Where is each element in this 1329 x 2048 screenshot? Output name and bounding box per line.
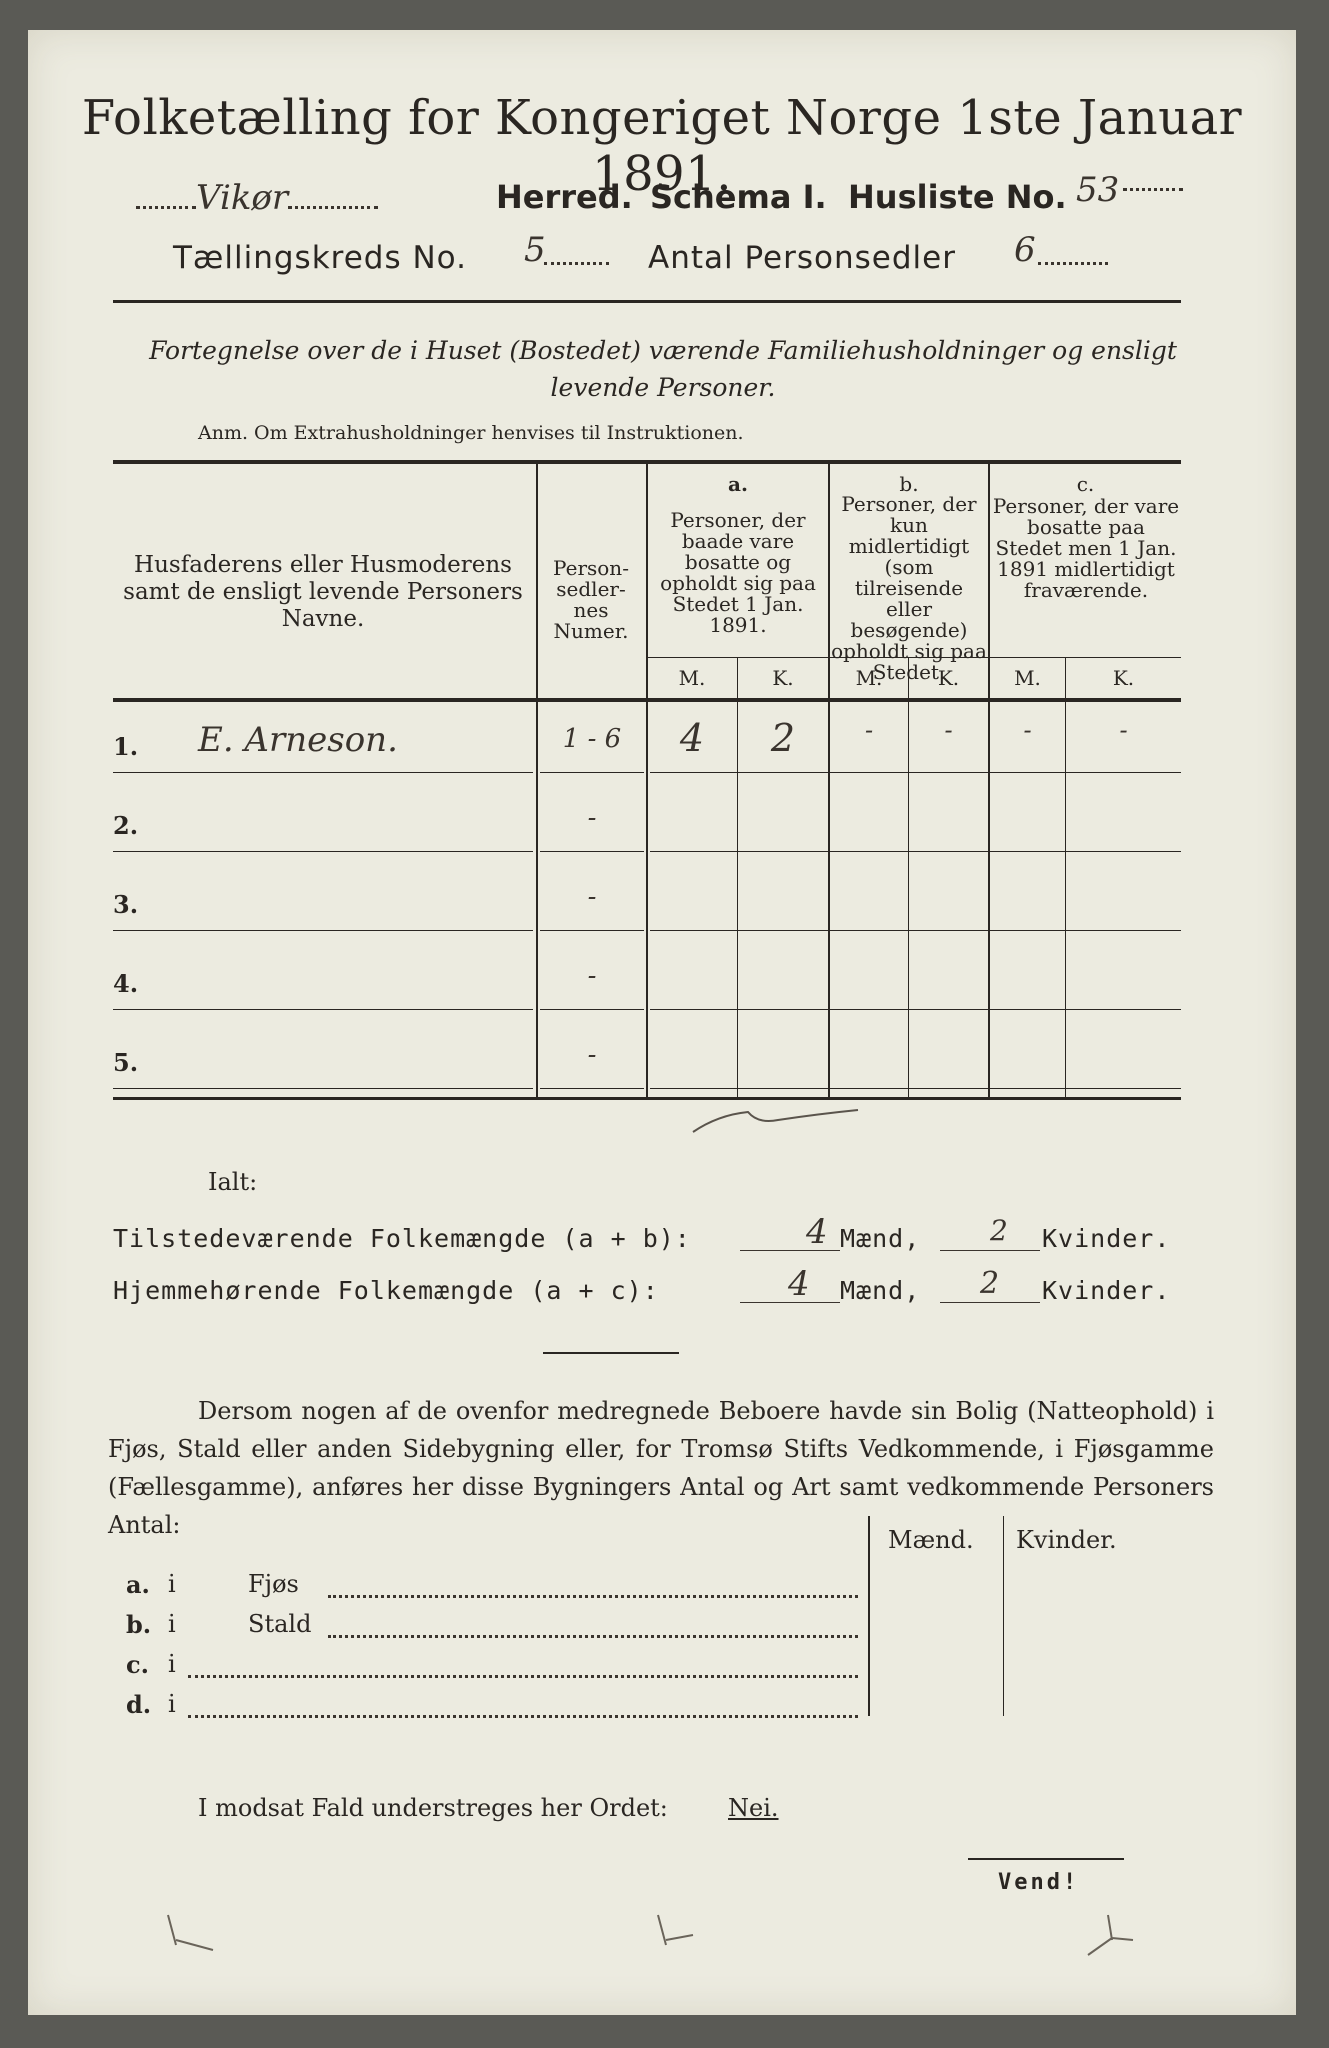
row-name: E. Arneson. bbox=[198, 720, 398, 760]
header-rule bbox=[113, 300, 1181, 303]
hjemme-label: Hjemmehørende Folkemængde (a + c): bbox=[113, 1276, 659, 1305]
fold-mark-left bbox=[158, 1910, 218, 1960]
b-m-header: M. bbox=[855, 666, 883, 690]
section-divider bbox=[543, 1352, 679, 1354]
a-k-header: K. bbox=[772, 666, 794, 690]
tilstede-label: Tilstedeværende Folkemængde (a + b): bbox=[113, 1224, 691, 1253]
building-prep: i bbox=[168, 1570, 176, 1598]
tilstede-kvinder-label: Kvinder. bbox=[1042, 1224, 1171, 1253]
tilstede-maend-value: 4 bbox=[806, 1212, 828, 1252]
hjemme-maend-label: Mænd, bbox=[840, 1276, 921, 1305]
modsat-text: I modsat Fald understreges her Ordet: bbox=[198, 1794, 668, 1822]
fold-mark-right bbox=[1078, 1910, 1138, 1960]
building-letter: b. bbox=[126, 1610, 152, 1639]
building-prep: i bbox=[168, 1690, 176, 1718]
herred-line bbox=[136, 178, 378, 218]
kreds-value: 5 bbox=[524, 230, 546, 270]
a-m-header: M. bbox=[678, 666, 706, 690]
c-m-header: M. bbox=[1014, 666, 1041, 690]
row-b-m: - bbox=[864, 716, 874, 744]
col-header-b: Personer, der kun midlertidigt (som tilreisende eller besøgende) opholdt sig paa Stedet. bbox=[831, 492, 987, 684]
building-label: Stald bbox=[248, 1610, 312, 1638]
herred-value: Vikør bbox=[196, 178, 289, 218]
building-prep: i bbox=[168, 1610, 176, 1638]
row-numer: 1 - 6 bbox=[562, 724, 622, 754]
hjemme-maend-value: 4 bbox=[788, 1264, 810, 1304]
kreds-label: Tællingskreds No. bbox=[173, 240, 467, 276]
building-letter: c. bbox=[126, 1650, 149, 1679]
personsedler-value: 6 bbox=[1014, 230, 1036, 270]
pencil-mark bbox=[688, 1100, 888, 1140]
row-a-k: 2 bbox=[770, 716, 796, 760]
building-letter: a. bbox=[126, 1570, 150, 1599]
building-prep: i bbox=[168, 1650, 176, 1678]
personsedler-label: Antal Personsedler bbox=[648, 240, 956, 276]
vend-label: Vend! bbox=[998, 1870, 1080, 1895]
tilstede-kvinder-value: 2 bbox=[990, 1214, 1008, 1247]
row-c-k: - bbox=[1119, 716, 1128, 744]
buildings-maend-header: Mænd. bbox=[888, 1526, 974, 1554]
col-header-a: Personer, der baade vare bosatte og opholdt sig paa Stedet 1 Jan. 1891. bbox=[660, 508, 816, 637]
b-k-header: K. bbox=[937, 666, 960, 690]
building-letter: d. bbox=[126, 1690, 152, 1719]
hjemme-kvinder-label: Kvinder. bbox=[1042, 1276, 1171, 1305]
row-number: 3. bbox=[113, 890, 139, 919]
col-a-letter: a. bbox=[728, 472, 748, 496]
row-number: 4. bbox=[113, 969, 139, 998]
buildings-kvinder-header: Kvinder. bbox=[1016, 1526, 1117, 1554]
tilstede-maend-label: Mænd, bbox=[840, 1224, 921, 1253]
hjemme-kvinder-value: 2 bbox=[980, 1266, 1000, 1301]
row-number: 2. bbox=[113, 811, 139, 840]
table-bottom-rule bbox=[113, 1097, 1181, 1100]
form-title: Folketælling for Kongeriget Norge 1ste Januar 1891. bbox=[81, 90, 1243, 202]
row-numer: - bbox=[587, 803, 597, 833]
row-number: 1. bbox=[113, 732, 139, 761]
col-b-letter: b. bbox=[899, 472, 919, 496]
instruction-note: Anm. Om Extrahusholdninger henvises til Instruktionen. bbox=[198, 422, 744, 444]
census-form bbox=[28, 30, 1296, 2015]
row-numer: - bbox=[587, 1040, 597, 1070]
col-header-name: Husfaderens eller Husmoderens samt de ensligt levende Personers Navne. bbox=[123, 552, 523, 632]
nei-word: Nei. bbox=[728, 1794, 779, 1822]
row-number: 5. bbox=[113, 1048, 139, 1077]
col-c-letter: c. bbox=[1076, 472, 1095, 496]
outbuilding-paragraph: Dersom nogen af de ovenfor medregnede Beboere havde sin Bolig (Natteophold) i Fjøs, Stald eller anden Sidebygning eller, for Tromsø Stifts Vedkommende, i Fjøsgamme (Fællesgamme), anføres her disse Bygningers Antal og Art samt vedkommende Personers Antal: bbox=[108, 1397, 1214, 1539]
form-subtitle: Fortegnelse over de i Huset (Bostedet) værende Familiehusholdninger og ensligt levende Personer. bbox=[149, 336, 1177, 402]
col-header-c: Personer, der vare bosatte paa Stedet men 1 Jan. 1891 midlertidigt fraværende. bbox=[992, 494, 1180, 602]
husliste-label: Husliste No. bbox=[848, 178, 1067, 216]
herred-label: Herred. bbox=[496, 178, 633, 216]
c-k-header: K. bbox=[1112, 666, 1135, 690]
row-numer: - bbox=[587, 961, 597, 991]
husliste-value: 53 bbox=[1076, 170, 1120, 210]
schema-label: Schema I. bbox=[650, 178, 827, 216]
row-b-k: - bbox=[944, 716, 953, 744]
fold-mark-center bbox=[648, 1910, 708, 1960]
building-label: Fjøs bbox=[248, 1570, 299, 1598]
col-header-numer: Person-sedler-nes Numer. bbox=[553, 556, 629, 643]
ialt-label: Ialt: bbox=[208, 1168, 258, 1196]
row-numer: - bbox=[587, 882, 597, 912]
row-a-m: 4 bbox=[679, 716, 705, 760]
row-c-m: - bbox=[1023, 716, 1032, 744]
